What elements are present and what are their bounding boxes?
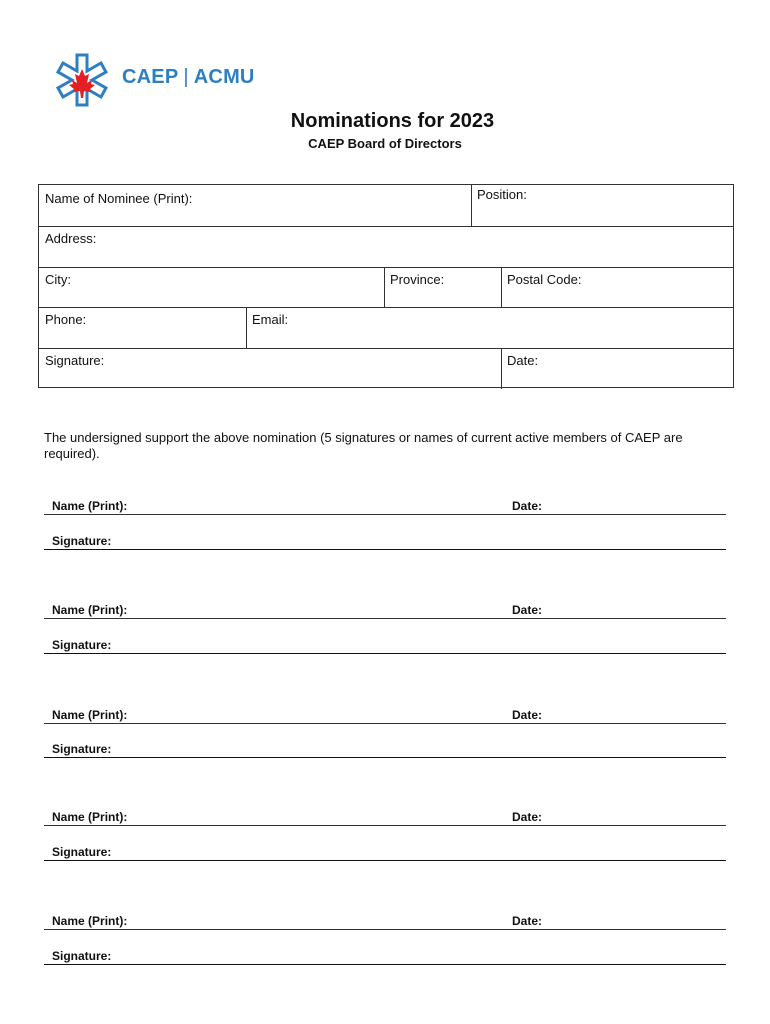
signature-label: Signature: — [45, 353, 105, 368]
logo-separator: | — [183, 66, 189, 88]
supporter-date-label: Date: — [512, 499, 543, 513]
city-field[interactable] — [39, 267, 384, 307]
logo-text-acmu: ACMU — [193, 66, 255, 88]
page-title: Nominations for 2023 — [290, 110, 495, 132]
supporter-name-label: Name (Print): — [52, 914, 128, 928]
nominee-name-field[interactable] — [39, 185, 471, 226]
supporter-name-line[interactable] — [44, 496, 726, 515]
nominee-form — [38, 184, 734, 388]
supporter-signature-label: Signature: — [52, 742, 112, 756]
supporter-name-label: Name (Print): — [52, 603, 128, 617]
address-label: Address: — [45, 231, 97, 246]
supporter-date-label: Date: — [512, 810, 543, 824]
supporter-name-label: Name (Print): — [52, 810, 128, 824]
supporter-signature-line[interactable] — [44, 946, 726, 965]
supporter-signature-label: Signature: — [52, 949, 112, 963]
postal-code-label: Postal Code: — [507, 272, 582, 287]
logo-text-caep: CAEP — [122, 66, 179, 88]
supporter-name-label: Name (Print): — [52, 499, 128, 513]
supporter-signature-line[interactable] — [44, 531, 726, 550]
supporter-name-line[interactable] — [44, 600, 726, 619]
phone-field[interactable] — [39, 307, 246, 348]
date-label: Date: — [507, 353, 539, 368]
maple-leaf-icon — [69, 69, 95, 98]
supporter-signature-line[interactable] — [44, 635, 726, 654]
supporter-name-line[interactable] — [44, 705, 726, 724]
supporter-signature-line[interactable] — [44, 739, 726, 758]
city-label: City: — [45, 272, 71, 287]
supporter-signature-label: Signature: — [52, 845, 112, 859]
date-field[interactable] — [501, 348, 733, 389]
supporter-date-label: Date: — [512, 708, 543, 722]
email-field[interactable] — [246, 307, 733, 348]
address-field[interactable] — [39, 226, 733, 267]
supporter-date-label: Date: — [512, 603, 543, 617]
signature-field[interactable] — [39, 348, 501, 389]
phone-label: Phone: — [45, 312, 87, 327]
email-label: Email: — [252, 312, 289, 327]
supporter-name-label: Name (Print): — [52, 708, 128, 722]
supporter-name-line[interactable] — [44, 911, 726, 930]
postal-code-field[interactable] — [501, 267, 733, 307]
page-subtitle: CAEP Board of Directors — [308, 136, 462, 151]
supporter-name-line[interactable] — [44, 807, 726, 826]
supporter-signature-label: Signature: — [52, 638, 112, 652]
supporter-date-label: Date: — [512, 914, 543, 928]
province-label: Province: — [390, 272, 445, 287]
logo-wordmark — [122, 66, 255, 89]
position-field[interactable] — [471, 185, 733, 226]
supporter-signature-label: Signature: — [52, 534, 112, 548]
nominee-name-label: Name of Nominee (Print): — [45, 191, 193, 206]
supporter-signature-line[interactable] — [44, 842, 726, 861]
support-instructions: The undersigned support the above nomination (5 signatures or names of current active members of CAEP are required). — [44, 430, 683, 461]
province-field[interactable] — [384, 267, 501, 307]
position-label: Position: — [477, 187, 527, 202]
